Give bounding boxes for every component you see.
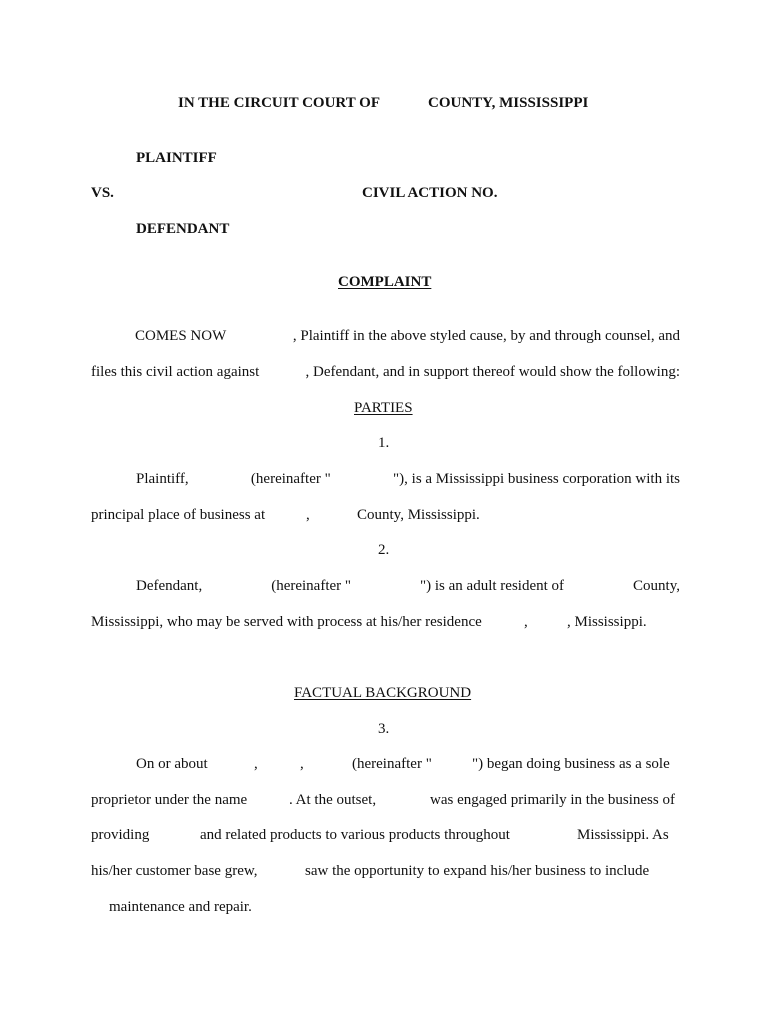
paragraph-text: his/her customer base grew, (91, 863, 258, 879)
intro-text: , Plaintiff in the above styled cause, by and through counsel, and (292, 328, 680, 344)
paragraph-text: saw the opportunity to expand his/her business to include (305, 863, 650, 879)
paragraph-text: providing (91, 827, 150, 843)
paragraph-text: principal place of business at (91, 507, 266, 523)
paragraph-text: Plaintiff, (136, 471, 189, 487)
paragraph-text: , (300, 756, 304, 772)
paragraph-text: (hereinafter " (271, 578, 352, 594)
intro-text: , Defendant, and in support thereof would show the following: (305, 364, 680, 380)
paragraph-text: ") began doing business as a sole (472, 756, 670, 772)
party-2-line-1 (136, 577, 680, 595)
intro-text: COMES NOW (135, 328, 227, 344)
paragraph-text: On or about (136, 756, 208, 772)
intro-line-2 (91, 363, 680, 381)
paragraph-text: , (254, 756, 258, 772)
paragraph-text: County, Mississippi. (357, 507, 480, 523)
paragraph-text: (hereinafter " (250, 471, 331, 487)
paragraph-text: . At the outset, (289, 792, 377, 808)
civil-action-label: CIVIL ACTION NO. (362, 185, 498, 201)
paragraph-number: 3. (378, 721, 390, 737)
paragraph-text: County, (633, 578, 680, 594)
paragraph-text: , Mississippi. (567, 614, 647, 630)
party-1-line-1 (136, 470, 680, 488)
paragraph-text: Mississippi, who may be served with process at his/her residence (91, 614, 482, 630)
paragraph-text: , (306, 507, 310, 523)
paragraph-text: proprietor under the name (91, 792, 248, 808)
paragraph-text: ") is an adult resident of (420, 578, 565, 594)
intro-line-1 (135, 327, 680, 345)
versus-label: VS. (91, 185, 114, 201)
paragraph-text: was engaged primarily in the business of (430, 792, 675, 808)
paragraph-text: maintenance and repair. (109, 899, 252, 915)
paragraph-number: 2. (378, 542, 390, 558)
document-title: COMPLAINT (338, 274, 432, 290)
plaintiff-label: PLAINTIFF (136, 150, 217, 166)
paragraph-text: (hereinafter " (352, 756, 432, 772)
court-heading-right: COUNTY, MISSISSIPPI (428, 95, 589, 111)
paragraph-text: , (524, 614, 528, 630)
paragraph-text: Defendant, (136, 578, 203, 594)
paragraph-text: Mississippi. As (577, 827, 669, 843)
paragraph-text: "), is a Mississippi business corporation with its (393, 471, 680, 487)
paragraph-number: 1. (378, 435, 390, 451)
factual-background-heading: FACTUAL BACKGROUND (294, 685, 472, 701)
defendant-label: DEFENDANT (136, 221, 230, 237)
intro-text: files this civil action against (91, 364, 260, 380)
paragraph-text: and related products to various products throughout (200, 827, 510, 843)
court-heading-left: IN THE CIRCUIT COURT OF (178, 95, 381, 111)
parties-heading: PARTIES (354, 400, 413, 416)
